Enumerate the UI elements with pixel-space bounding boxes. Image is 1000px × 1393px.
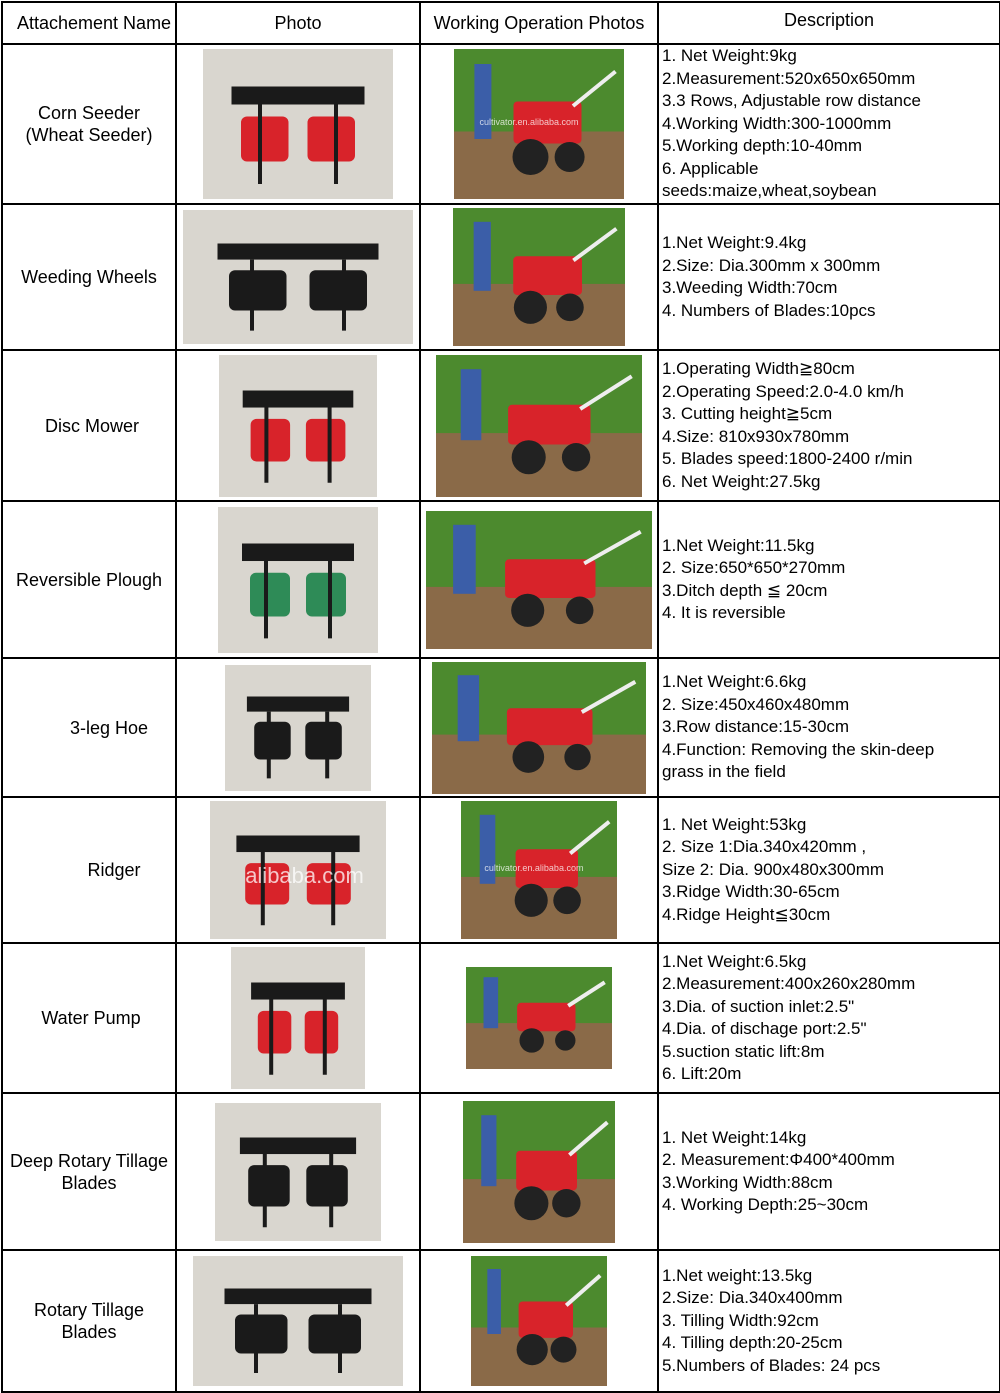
description-line: 4. It is reversible [662, 603, 786, 622]
attachment-name: Weeding Wheels [21, 267, 157, 287]
operation-photo-cell [420, 943, 658, 1093]
deep-rotary-blades-operation-photo [463, 1101, 615, 1243]
description-cell [658, 797, 1000, 943]
attachment-name-cell [2, 943, 176, 1093]
description-line: 2. Measurement:Φ400*400mm [662, 1150, 895, 1169]
operation-photo-cell [420, 350, 658, 501]
attachment-name-cell [2, 1250, 176, 1392]
attachment-name: Rotary Tillage [33, 1300, 145, 1320]
operation-photo-cell [420, 658, 658, 797]
description-line: 3.Weeding Width:70cm [662, 278, 838, 297]
description-cell [658, 501, 1000, 658]
ridger-operation-photo [461, 801, 617, 939]
description-line: 4.Function: Removing the skin-deep [662, 739, 935, 759]
photo-cell [176, 658, 420, 797]
description-line: 1. Net Weight:9kg [662, 46, 797, 66]
header-photo: Photo [176, 2, 420, 44]
description-line: 1.Net Weight:11.5kg [662, 535, 815, 555]
description-line: 1.Operating Width≧80cm [662, 359, 855, 378]
description-line: 3.3 Rows, Adjustable row distance [662, 91, 921, 111]
attachment-name-cell [2, 1093, 176, 1250]
attachment-name: Blades [61, 1172, 117, 1193]
description-line: 5.Numbers of Blades: 24 pcs [662, 1355, 881, 1375]
description-line: 3.Dia. of suction inlet:2.5" [662, 996, 855, 1016]
attachment-name-cell [2, 501, 176, 658]
photo-cell [176, 501, 420, 658]
attachment-name-cell [2, 797, 176, 943]
description-line: 4. Working Depth:25~30cm [662, 1195, 869, 1214]
operation-photo-cell [420, 1093, 658, 1250]
cultivator-watermark: cultivator.en.alibaba.com [484, 863, 584, 874]
three-leg-hoe-photo [225, 665, 371, 791]
description-cell [658, 943, 1000, 1093]
description-line: 1.Net weight:13.5kg [662, 1265, 813, 1285]
rotary-blades-operation-photo [471, 1256, 607, 1386]
description-line: 3.Ditch depth ≦ 20cm [662, 580, 828, 600]
table-row [2, 1250, 1000, 1392]
header-description: Description [658, 2, 1000, 44]
weeding-wheels-photo [183, 210, 413, 344]
operation-photo-cell [420, 797, 658, 943]
description-line: Size 2: Dia. 900x480x300mm [662, 859, 885, 879]
table-row [2, 943, 1000, 1093]
reversible-plough-photo [218, 507, 378, 653]
attachment-name-cell [2, 350, 176, 501]
weeding-wheels-operation-photo [453, 208, 625, 346]
description-line: 4.Working Width:300-1000mm [662, 113, 892, 133]
description-line: 1.Net Weight:6.6kg [662, 672, 807, 692]
operation-photo-cell [420, 204, 658, 350]
attachment-name: Ridger [87, 860, 141, 880]
description-line: 3. Cutting height≧5cm [662, 404, 833, 423]
description-line: 3.Working Width:88cm [662, 1172, 833, 1192]
operation-photo-cell [420, 501, 658, 658]
description-line: 3. Tilling Width:92cm [662, 1310, 819, 1330]
attachment-name: Deep Rotary Tillage [9, 1150, 169, 1171]
rotary-blades-photo [193, 1256, 403, 1386]
operation-photo-cell [420, 44, 658, 204]
description-line: 4. Numbers of Blades:10pcs [662, 300, 876, 320]
description-line: 6. Applicable [662, 158, 759, 178]
description-line: 2. Size 1:Dia.340x420mm , [662, 837, 867, 857]
description-line: 5. Blades speed:1800-2400 r/min [662, 449, 913, 468]
disc-mower-operation-photo [436, 355, 642, 497]
description-line: 1. Net Weight:14kg [662, 1127, 807, 1147]
description-line: 4.Ridge Height≦30cm [662, 904, 831, 924]
reversible-plough-operation-photo [426, 511, 652, 649]
deep-rotary-blades-photo [215, 1103, 381, 1241]
description-line: 5.Working depth:10-40mm [662, 136, 863, 156]
description-line: 2. Size:450x460x480mm [662, 694, 850, 714]
description-line: 2.Measurement:520x650x650mm [662, 68, 916, 88]
table-row [2, 501, 1000, 658]
description-line: 1.Net Weight:9.4kg [662, 233, 807, 252]
operation-photo-cell [420, 1250, 658, 1392]
description-line: 5.suction static lift:8m [662, 1041, 825, 1061]
description-line: 2.Size: Dia.340x400mm [662, 1288, 843, 1308]
description-line: 4.Size: 810x930x780mm [662, 426, 850, 446]
attachment-name: Blades [61, 1322, 117, 1342]
description-cell [658, 44, 1000, 204]
table-row [2, 1093, 1000, 1250]
table-row [2, 44, 1000, 204]
description-line: 1. Net Weight:53kg [662, 814, 807, 834]
description-line: 2.Size: Dia.300mm x 300mm [662, 255, 881, 275]
attachment-name-cell [2, 44, 176, 204]
description-line: 6. Net Weight:27.5kg [662, 471, 821, 491]
corn-seeder-operation-photo [454, 49, 624, 199]
photo-cell [176, 204, 420, 350]
description-cell [658, 658, 1000, 797]
photo-cell [176, 1250, 420, 1392]
description-line: 2.Measurement:400x260x280mm [662, 974, 916, 993]
attachment-name: Reversible Plough [15, 569, 163, 590]
photo-cell [176, 797, 420, 943]
description-cell [658, 1093, 1000, 1250]
photo-cell [176, 44, 420, 204]
header-row [2, 2, 1000, 44]
description-line: 2.Operating Speed:2.0-4.0 km/h [662, 381, 904, 401]
description-line: grass in the field [662, 762, 786, 782]
table-row [2, 797, 1000, 943]
header-operation-photos: Working Operation Photos [420, 2, 658, 44]
water-pump-photo [231, 947, 365, 1089]
attachment-name: Corn Seeder [37, 103, 141, 123]
description-line: 6. Lift:20m [662, 1064, 742, 1083]
attachment-name-cell [2, 204, 176, 350]
attachment-name-cell [2, 658, 176, 797]
photo-cell [176, 943, 420, 1093]
description-cell [658, 204, 1000, 350]
description-line: seeds:maize,wheat,soybean [662, 181, 877, 201]
table-row [2, 204, 1000, 350]
description-cell [658, 1250, 1000, 1392]
description-cell [658, 350, 1000, 501]
table-row [2, 350, 1000, 501]
description-line: 3.Ridge Width:30-65cm [662, 882, 840, 902]
attachment-name: Disc Mower [44, 415, 139, 436]
alibaba-watermark: alibaba.com [245, 863, 364, 889]
header-attachment-name: Attachement Name [2, 2, 176, 44]
attachment-name: Water Pump [41, 1008, 141, 1028]
three-leg-hoe-operation-photo [432, 662, 646, 794]
table-row [2, 658, 1000, 797]
photo-cell [176, 350, 420, 501]
water-pump-operation-photo [466, 967, 612, 1069]
description-line: 3.Row distance:15-30cm [662, 717, 850, 737]
attachments-table [1, 1, 1000, 1393]
ridger-photo [210, 801, 386, 939]
description-line: 4. Tilling depth:20-25cm [662, 1333, 843, 1353]
attachment-name: 3-leg Hoe [69, 717, 149, 738]
attachment-name: (Wheat Seeder) [25, 125, 153, 145]
corn-seeder-photo [203, 49, 393, 199]
cultivator-watermark: cultivator.en.alibaba.com [479, 116, 579, 127]
disc-mower-photo [219, 355, 377, 497]
description-line: 1.Net Weight:6.5kg [662, 951, 807, 971]
description-line: 2. Size:650*650*270mm [662, 558, 846, 577]
description-line: 4.Dia. of dischage port:2.5" [662, 1019, 867, 1038]
photo-cell [176, 1093, 420, 1250]
